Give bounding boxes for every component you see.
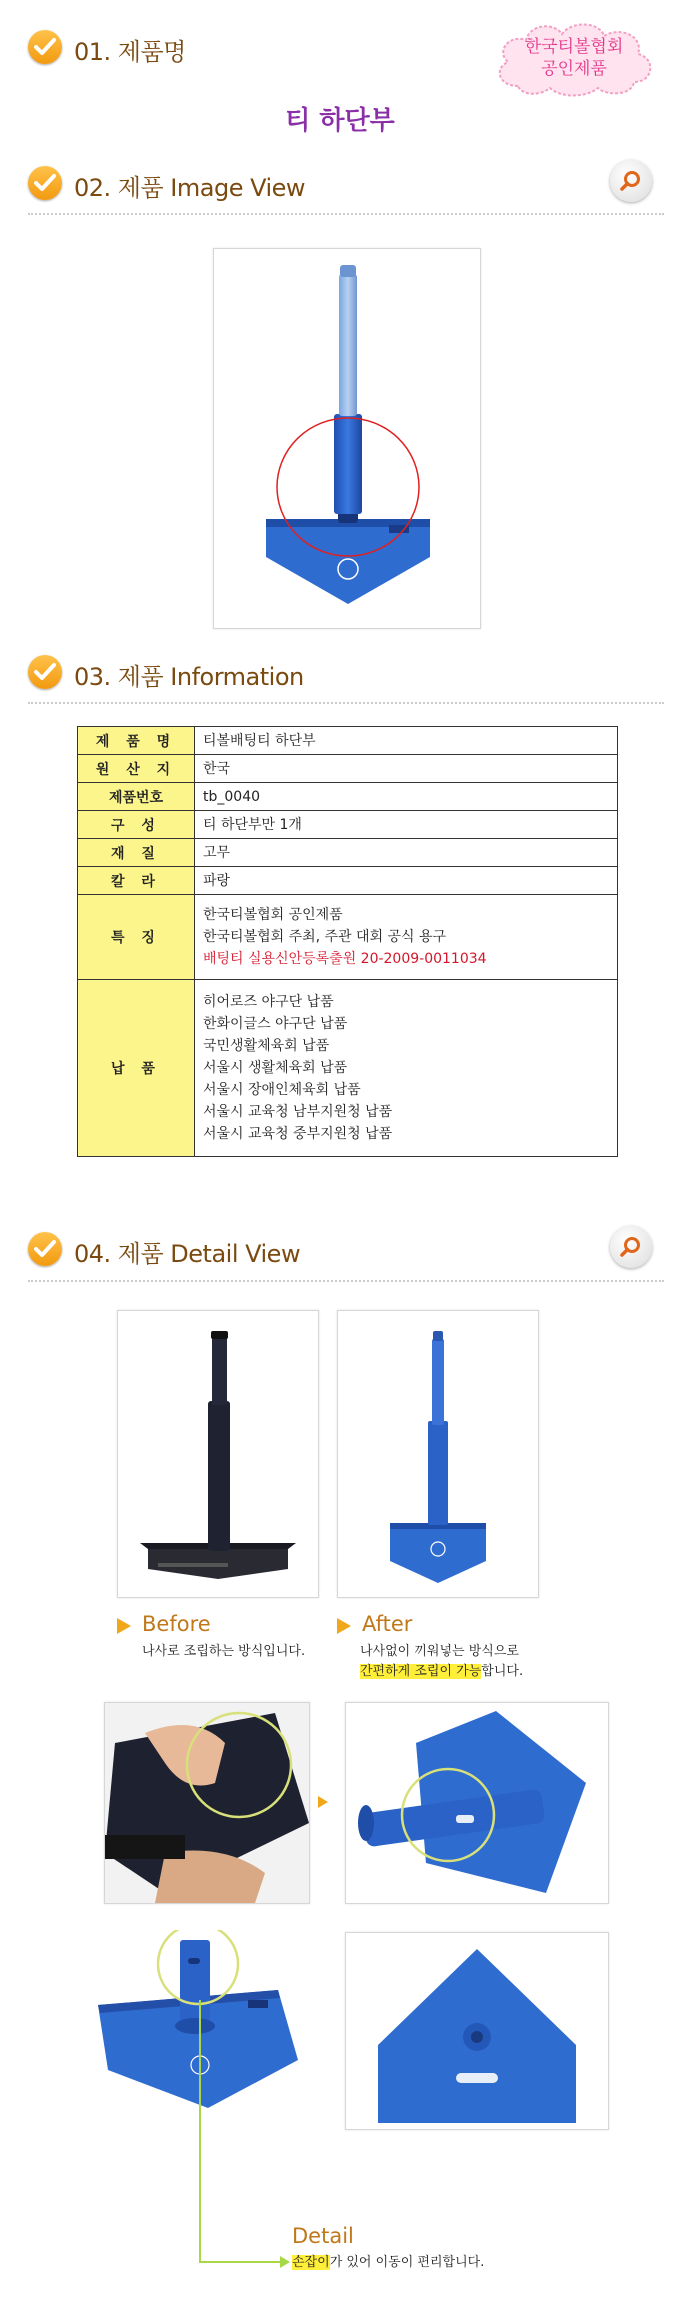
before-title: Before <box>142 1612 211 1636</box>
row-value: 한국 <box>195 755 618 783</box>
table-row <box>78 980 618 1157</box>
section-1-title: 01. 제품명 <box>74 38 186 66</box>
zoom-button[interactable] <box>610 160 652 202</box>
supply-line: 서울시 교육청 남부지원청 납품 <box>203 1104 393 1120</box>
supply-line: 한화이글스 야구단 납품 <box>203 1016 348 1032</box>
detail-caption <box>292 2253 484 2273</box>
row-key: 재 질 <box>78 839 195 867</box>
supply-line: 히어로즈 야구단 납품 <box>203 994 334 1010</box>
check-icon <box>28 166 62 200</box>
section-4-header <box>28 1230 658 1270</box>
supply-line: 서울시 생활체육회 납품 <box>203 1060 348 1076</box>
table-row <box>78 755 618 783</box>
patent-line: 배팅티 실용신안등록출원 20-2009-0011034 <box>203 951 487 967</box>
divider <box>28 1280 664 1282</box>
after-caption-rest: 합니다. <box>481 1664 524 1679</box>
row-value: 티볼배팅티 하단부 <box>195 727 618 755</box>
before-image <box>117 1310 319 1598</box>
detail-title: Detail <box>292 2224 354 2248</box>
before-caption: 나사로 조립하는 방식입니다. <box>142 1644 306 1659</box>
insert-assembly-image <box>345 1702 609 1904</box>
check-icon <box>28 30 62 64</box>
section-2-header <box>28 164 658 204</box>
after-title: After <box>362 1612 413 1636</box>
table-row <box>78 867 618 895</box>
supply-line: 국민생활체육회 납품 <box>203 1038 330 1054</box>
product-name: 티 하단부 <box>285 106 395 136</box>
search-icon <box>620 170 642 192</box>
after-caption-1: 나사없이 끼워넣는 방식으로 <box>360 1644 519 1659</box>
product-image <box>213 248 481 629</box>
row-key: 원 산 지 <box>78 755 195 783</box>
base-top-image <box>345 1932 609 2130</box>
row-key: 제품번호 <box>78 783 195 811</box>
section-1-header <box>28 28 658 68</box>
right-arrow-icon <box>318 1796 328 1808</box>
divider <box>28 213 664 215</box>
badge-line-2: 공인제품 <box>541 59 607 79</box>
check-icon <box>28 655 62 689</box>
table-row <box>78 783 618 811</box>
after-highlight: 간편하게 조립이 가능 <box>360 1664 482 1679</box>
feature-line: 한국티볼협회 공인제품 <box>203 907 343 923</box>
section-2-title: 02. 제품 Image View <box>74 174 306 202</box>
table-row <box>78 895 618 980</box>
zoom-button[interactable] <box>610 1226 652 1268</box>
table-row <box>78 811 618 839</box>
row-value: tb_0040 <box>195 783 618 811</box>
detail-highlight: 손잡이 <box>292 2255 330 2270</box>
after-image <box>337 1310 539 1598</box>
supply-line: 서울시 교육청 중부지원청 납품 <box>203 1126 393 1142</box>
after-caption-2 <box>360 1662 523 1682</box>
row-key: 칼 라 <box>78 867 195 895</box>
row-key: 구 성 <box>78 811 195 839</box>
section-3-title: 03. 제품 Information <box>74 663 304 691</box>
callout-line-icon <box>190 2000 290 2270</box>
feature-line: 한국티볼협회 주최, 주관 대회 공식 용구 <box>203 929 447 945</box>
check-icon <box>28 1232 62 1266</box>
product-info-table <box>77 726 618 1157</box>
table-row <box>78 727 618 755</box>
detail-caption-rest: 가 있어 이동이 편리합니다. <box>329 2255 485 2270</box>
arrow-icon <box>337 1618 351 1634</box>
supply-line: 서울시 장애인체육회 납품 <box>203 1082 361 1098</box>
section-4-title: 04. 제품 Detail View <box>74 1240 301 1268</box>
table-row <box>78 839 618 867</box>
search-icon <box>620 1236 642 1258</box>
divider <box>28 702 664 704</box>
badge-line-1: 한국티볼협회 <box>524 37 624 57</box>
row-value: 티 하단부만 1개 <box>195 811 618 839</box>
callout-arrow-icon <box>280 2256 290 2268</box>
arrow-icon <box>117 1618 131 1634</box>
section-3-header <box>28 653 658 693</box>
screw-assembly-image <box>104 1702 310 1904</box>
row-key: 특 징 <box>78 895 195 980</box>
row-value: 고무 <box>195 839 618 867</box>
row-key: 제 품 명 <box>78 727 195 755</box>
row-value: 파랑 <box>195 867 618 895</box>
row-key: 납 품 <box>78 980 195 1157</box>
